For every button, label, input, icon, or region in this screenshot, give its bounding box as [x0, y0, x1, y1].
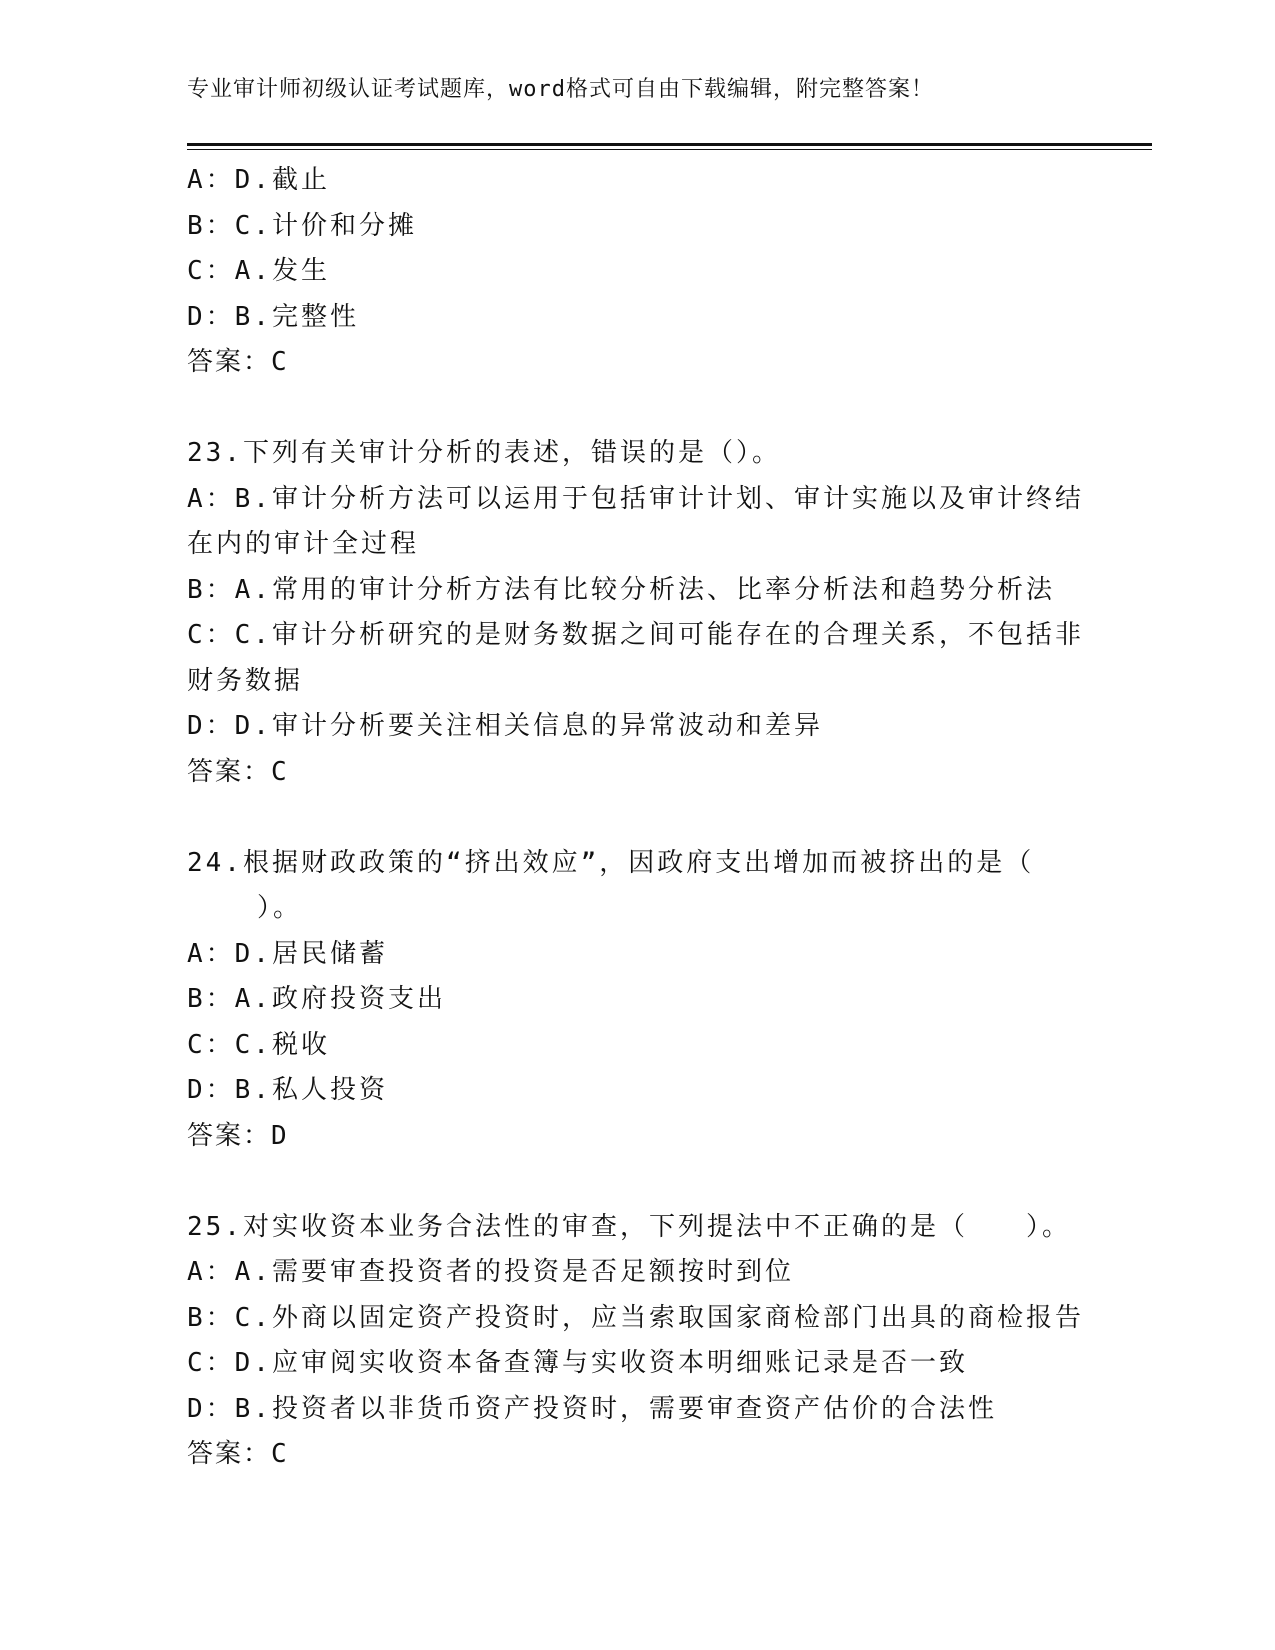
q25-option-c: C：D.应审阅实收资本备查簿与实收资本明细账记录是否一致 — [187, 1348, 968, 1378]
q24-answer — [187, 1114, 1077, 1160]
header-rule-thick — [187, 143, 1152, 146]
question-22-block — [187, 158, 1077, 386]
q25-option-a: A：A.需要审查投资者的投资是否足额按时到位 — [187, 1257, 794, 1287]
q25-answer — [187, 1432, 1077, 1478]
q24-answer-label: 答案： — [187, 1120, 272, 1151]
q22-option-a: A：D.截止 — [187, 165, 330, 195]
question-content — [187, 158, 1084, 1478]
q25-question: 25.对实收资本业务合法性的审查，下列提法中不正确的是（ ）。 — [187, 1211, 1071, 1242]
q23-answer — [187, 750, 1077, 796]
q23-option-c-line2: 财务数据 — [187, 665, 304, 696]
q22-answer-value: C — [271, 347, 289, 377]
q25-option-b: B：C.外商以固定资产投资时，应当索取国家商检部门出具的商检报告 — [187, 1302, 1084, 1333]
q22-option-c: C：A.发生 — [187, 256, 330, 286]
q23-question: 23.下列有关审计分析的表述，错误的是（）。 — [187, 438, 781, 468]
q25-answer-label: 答案： — [187, 1439, 272, 1469]
question-24-block — [187, 841, 1077, 1160]
q25-option-d: D：B.投资者以非货币资产投资时，需要审查资产估价的合法性 — [187, 1393, 997, 1424]
header-rule-thin — [187, 149, 1152, 150]
q25-answer-value: C — [271, 1439, 289, 1469]
q23-option-a-line1: A：B.审计分析方法可以运用于包括审计计划、审计实施以及审计终结 — [187, 483, 1084, 514]
q22-option-d: D：B.完整性 — [187, 301, 359, 332]
q23-option-b: B：A.常用的审计分析方法有比较分析法、比率分析法和趋势分析法 — [187, 574, 1055, 605]
question-23-block — [187, 431, 1084, 795]
q23-option-d: D：D.审计分析要关注相关信息的异常波动和差异 — [187, 711, 823, 741]
q23-option-a-line2: 在内的审计全过程 — [187, 529, 420, 559]
question-25-block — [187, 1205, 1084, 1478]
q23-answer-value: C — [271, 756, 289, 787]
q22-answer-label: 答案： — [187, 347, 272, 377]
q24-answer-value: D — [271, 1120, 289, 1151]
q24-question-line1: 24.根据财政政策的“挤出效应”，因政府支出增加而被挤出的是（ — [187, 847, 1035, 878]
q24-option-c: C：C.税收 — [187, 1029, 330, 1060]
q24-option-d: D：B.私人投资 — [187, 1075, 388, 1105]
page-header: 专业审计师初级认证考试题库，word格式可自由下载编辑，附完整答案！ — [187, 77, 934, 102]
q23-answer-label: 答案： — [187, 756, 272, 787]
q22-answer — [187, 340, 1077, 386]
q23-option-c-line1: C：C.审计分析研究的是财务数据之间可能存在的合理关系，不包括非 — [187, 620, 1084, 650]
q24-option-a: A：D.居民储蓄 — [187, 938, 388, 969]
q24-option-b: B：A.政府投资支出 — [187, 984, 446, 1014]
q24-question-line2: ）。 — [257, 893, 303, 923]
q22-option-b: B：C.计价和分摊 — [187, 210, 417, 241]
